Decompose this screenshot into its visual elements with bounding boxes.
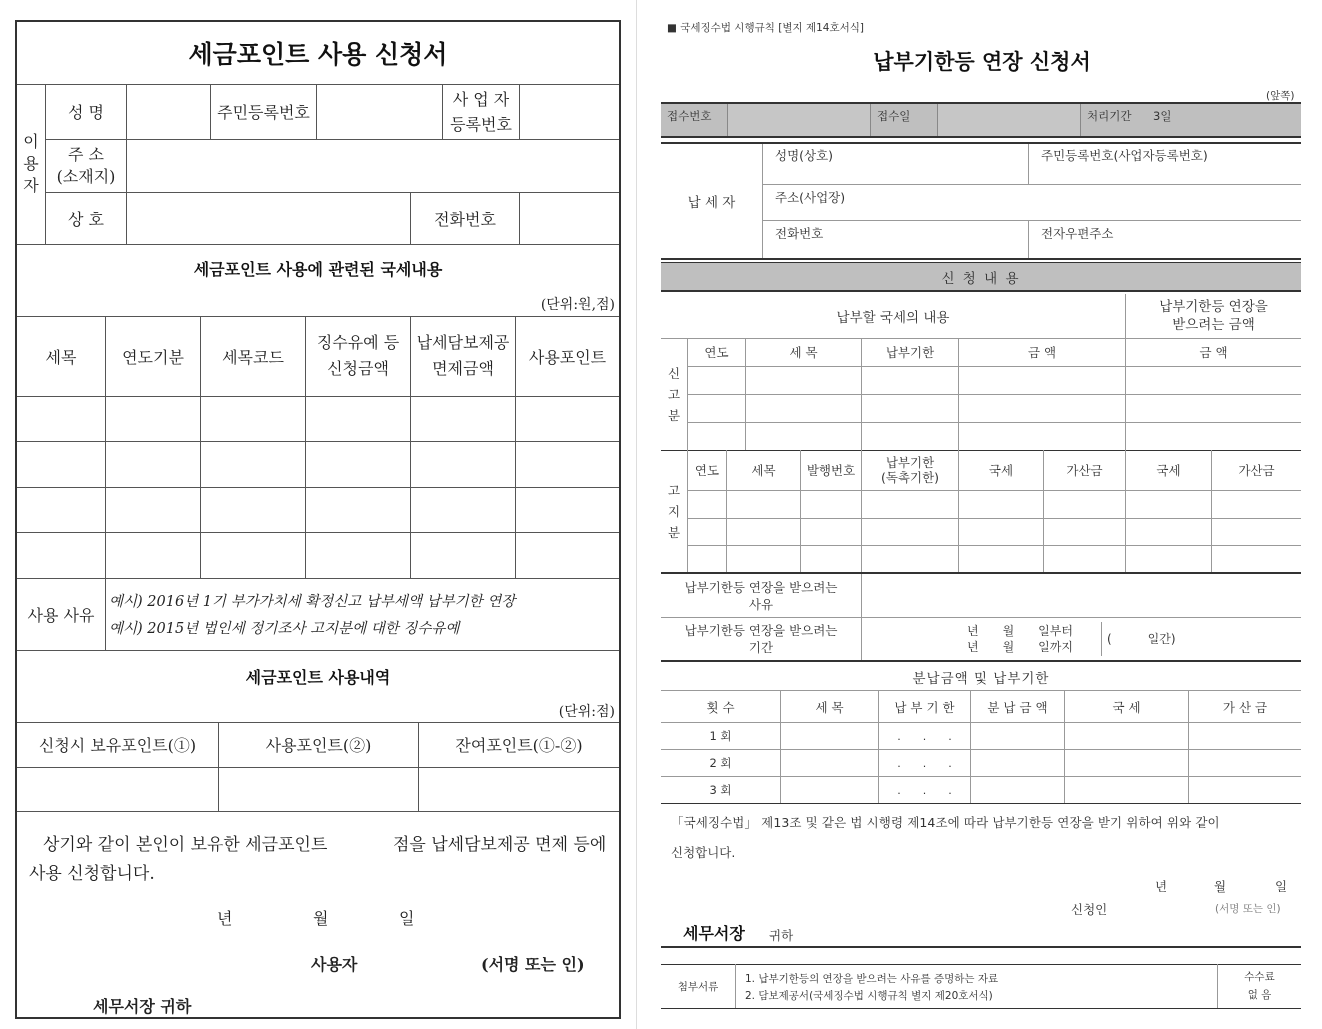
table-row[interactable] <box>688 546 1301 572</box>
section2-unit: (단위:점) <box>558 704 615 720</box>
inst-row-label-2: 2 회 <box>709 756 732 770</box>
notice-col-national-tax: 국세 <box>988 463 1014 478</box>
usage-col-remaining: 잔여포인트(①-②) <box>455 736 583 755</box>
inst-col-tax-item: 세 목 <box>815 699 844 715</box>
inst-row-label-1: 1 회 <box>709 729 732 743</box>
email-field[interactable] <box>1029 240 1301 258</box>
inst-row-label-3: 3 회 <box>709 783 732 797</box>
declaration: 「국세징수법」 제13조 및 같은 법 시행령 제14조에 따라 납부기한등 연장을 받기 위하여 위와 같이 <box>671 815 1220 830</box>
date-month-label: 월 <box>313 909 329 928</box>
section1-title: 세금포인트 사용에 관련된 국세내용 <box>193 259 443 279</box>
attachment-1: 1. 납부기한등의 연장을 받으려는 사유를 증명하는 자료 <box>745 973 999 985</box>
tax-point-application-form <box>15 20 621 1019</box>
taxpayer-label: 납 세 자 <box>687 195 736 211</box>
held-points-field[interactable] <box>17 768 218 811</box>
sign-label[interactable]: (서명 또는 인) <box>1215 903 1281 915</box>
inst-row-deadline-2[interactable]: . . . <box>897 757 952 770</box>
period-from[interactable]: 년 월 일부터 <box>967 624 1073 638</box>
receipt-date-label: 접수일 <box>877 109 911 123</box>
used-points-field[interactable] <box>219 768 418 811</box>
reason-field[interactable] <box>862 575 1301 617</box>
usage-col-used: 사용포인트(②) <box>265 736 372 755</box>
bizno-field[interactable] <box>520 85 619 139</box>
declaration-part3: 사용 신청합니다. <box>29 864 155 884</box>
report-label <box>661 338 687 450</box>
inst-col-penalty: 가 산 금 <box>1222 699 1268 715</box>
report-col-deadline: 납부기한 <box>885 345 935 360</box>
notice-char-2: 지 <box>667 503 681 519</box>
declaration-part1: 상기와 같이 본인이 보유한 세금포인트 <box>43 835 328 855</box>
table-row[interactable] <box>688 491 1301 518</box>
phone-field[interactable] <box>520 193 619 244</box>
inst-row-deadline-3[interactable]: . . . <box>897 784 952 797</box>
phone-field[interactable] <box>763 240 1028 258</box>
form-title: 납부기한등 연장 신청서 <box>873 50 1091 74</box>
report-col-extension-amount: 금 액 <box>1199 345 1228 360</box>
reason-label: 납부기한등 연장을 받으려는 사유 <box>684 579 838 612</box>
bizno-label <box>443 84 519 139</box>
report-col-year: 연도 <box>704 345 729 360</box>
date-day-label: 일 <box>399 909 415 928</box>
date-year-label: 년 <box>1155 879 1168 894</box>
rrn-field[interactable] <box>1029 162 1301 184</box>
phone-label: 전화번호 <box>775 226 824 241</box>
notice-char-3: 분 <box>667 524 681 540</box>
table-row[interactable] <box>688 395 1301 422</box>
deadline-extension-form <box>636 0 1322 1029</box>
side-note: (앞쪽) <box>1266 90 1295 102</box>
notice-col-ext-penalty: 가산금 <box>1238 463 1275 478</box>
declaration-2: 신청합니다. <box>671 845 736 860</box>
notice-col-deadline: 납부기한 (독촉기한) <box>880 455 940 485</box>
date-day-label: 일 <box>1275 879 1288 894</box>
table-row[interactable] <box>688 367 1301 394</box>
tax-content-label: 납부할 국세의 내용 <box>836 310 950 326</box>
email-label: 전자우편주소 <box>1041 226 1114 241</box>
fee-value: 없 음 <box>1247 988 1272 1001</box>
user-label: 사용자 <box>311 955 358 974</box>
table-row[interactable] <box>17 533 619 578</box>
inst-row-deadline-1[interactable]: . . . <box>897 730 952 743</box>
request-title: 신 청 내 용 <box>661 262 1301 292</box>
period-days[interactable]: ( 일간) <box>1107 632 1176 646</box>
sign-label[interactable]: (서명 또는 인) <box>481 955 585 974</box>
address-field[interactable] <box>127 140 619 192</box>
date-month-label: 월 <box>1214 879 1227 894</box>
inst-col-national-tax: 국 세 <box>1112 699 1141 715</box>
report-char-1: 신 <box>667 365 681 381</box>
address-label: 주소(사업장) <box>775 190 846 205</box>
table-row[interactable] <box>688 519 1301 545</box>
receipt-no-field <box>727 104 871 136</box>
company-field[interactable] <box>127 193 410 244</box>
notice-label <box>661 450 687 572</box>
table-row[interactable] <box>17 488 619 532</box>
company-label: 상 호 <box>68 209 104 229</box>
period-to[interactable]: 년 월 일까지 <box>967 640 1073 654</box>
reason-example-1: 예시) 2016년 1기 부가가치세 확정신고 납부세액 납부기한 연장 <box>109 594 516 610</box>
table-row[interactable] <box>688 423 1301 450</box>
rrn-field[interactable] <box>317 85 442 139</box>
applicant-label: 신청인 <box>1071 902 1108 917</box>
inst-col-deadline: 납 부 기 한 <box>894 699 955 715</box>
date-year-label: 년 <box>217 909 233 928</box>
declaration-part2: 점을 납세담보제공 면제 등에 <box>393 835 607 855</box>
notice-char-1: 고 <box>667 482 681 498</box>
name-field[interactable] <box>127 85 210 139</box>
name-label: 성 명 <box>68 103 104 122</box>
office-label: 세무서장 <box>683 924 745 943</box>
report-char-2: 고 <box>667 386 681 402</box>
rrn-label: 주민등록번호 <box>217 103 310 122</box>
notice-col-issue-no: 발행번호 <box>806 463 856 478</box>
period-label: 납부기한등 연장을 받으려는 기간 <box>684 623 838 655</box>
table-row[interactable] <box>17 442 619 487</box>
reason-label: 사용 사유 <box>27 605 95 625</box>
report-char-3: 분 <box>667 407 681 423</box>
section1-unit: (단위:원,점) <box>540 297 615 313</box>
receipt-date-field <box>937 104 1081 136</box>
col-tax-item: 세목 <box>45 347 77 367</box>
applicant-char-1: 이 <box>23 132 39 151</box>
usage-col-held: 신청시 보유포인트(①) <box>38 736 197 755</box>
report-col-amount: 금 액 <box>1027 345 1057 360</box>
notice-col-tax-item: 세목 <box>751 463 776 478</box>
reason-example-2: 예시) 2015년 법인세 정기조사 고지분에 대한 징수유예 <box>109 621 460 637</box>
bizno-label-line2: 등록번호 <box>450 114 512 134</box>
attachment-label: 첨부서류 <box>677 980 719 993</box>
attachment-2: 2. 담보제공서(국세징수법 시행규칙 별지 제20호서식) <box>745 990 993 1002</box>
installment-title: 분납금액 및 납부기한 <box>912 671 1050 687</box>
office-suffix: 귀하 <box>769 928 794 943</box>
applicant-char-3: 자 <box>23 176 39 195</box>
office-label: 세무서장 귀하 <box>93 997 192 1016</box>
remaining-points-field[interactable] <box>419 768 619 811</box>
bizno-label-line1: 사 업 자 <box>452 89 510 109</box>
table-row[interactable] <box>17 397 619 441</box>
processing-value: 3일 <box>1153 109 1172 123</box>
address-field[interactable] <box>877 186 1301 220</box>
applicant-char-2: 용 <box>23 154 39 173</box>
address-label <box>46 139 126 192</box>
col-tax-code: 세목코드 <box>222 347 284 367</box>
notice-col-penalty: 가산금 <box>1066 463 1103 478</box>
phone-label: 전화번호 <box>434 209 496 229</box>
col-deferral-amount: 징수유예 등 신청금액 <box>316 333 400 378</box>
col-collateral-exempt: 납세담보제공 면제금액 <box>416 333 510 378</box>
notice-col-ext-national-tax: 국세 <box>1156 463 1181 478</box>
reason-field[interactable] <box>106 579 619 650</box>
inst-col-amount: 분 납 금 액 <box>987 699 1048 715</box>
rrn-label: 주민등록번호(사업자등록번호) <box>1041 148 1208 163</box>
report-col-tax-item: 세 목 <box>789 345 818 360</box>
header-note: ■ 국세징수법 시행규칙 [별지 제14호서식] <box>667 22 864 34</box>
receipt-no-label: 접수번호 <box>667 109 712 123</box>
processing-label: 처리기간 <box>1087 109 1132 123</box>
address-label-line2: (소재지) <box>56 166 116 186</box>
section2-title: 세금포인트 사용내역 <box>245 667 391 687</box>
applicant-label <box>17 84 45 244</box>
fee-label: 수수료 <box>1244 970 1275 983</box>
name-label: 성명(상호) <box>775 148 834 163</box>
col-year-period: 연도기분 <box>122 347 184 367</box>
col-used-points: 사용포인트 <box>528 347 607 367</box>
form-title: 세금포인트 사용 신청서 <box>188 40 448 69</box>
inst-col-count: 횟 수 <box>706 699 735 715</box>
notice-col-year: 연도 <box>694 463 720 478</box>
address-label-line1: 주 소 <box>68 144 104 164</box>
name-field[interactable] <box>763 162 1028 184</box>
extension-amount-label: 납부기한등 연장을 받으려는 금액 <box>1159 299 1268 333</box>
